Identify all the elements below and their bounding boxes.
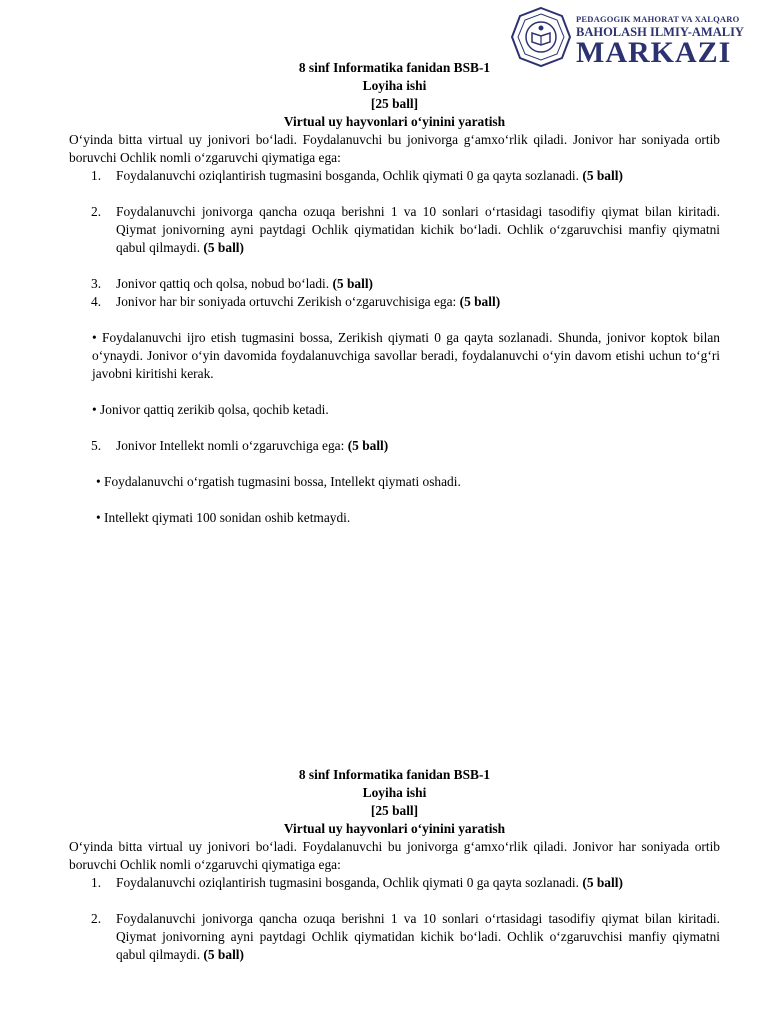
doc-heading: Virtual uy hayvonlari o‘yinini yaratish — [283, 114, 506, 129]
intro-paragraph: O‘yinda bitta virtual uy jonivori bo‘ladi. Foydalanuvchi bu jonivorga g‘amxo‘rlik qiladi. Jonivor har soniyada ortib boruvchi Ochlik nomli o‘zgaruvchi qiymatiga ega: — [69, 839, 720, 872]
logo-line-1: PEDAGOGIK MAHORAT VA XALQARO — [576, 14, 740, 24]
bullet-item: • Foydalanuvchi ijro etish tugmasini bossa, Zerikish qiymati 0 ga qayta sozlanadi. Shunda, jonivor koptok bilan o‘ynaydi. Jonivor o‘yin davomida foydalanuvchiga savollar beradi, foydalanuvchi o‘yin davom etishi uchun to‘g‘ri javobni kiritishi kerak. — [92, 330, 720, 381]
bullet-item: • Jonivor qattiq zerikib qolsa, qochib ketadi. — [92, 402, 329, 417]
bullet-item: • Intellekt qiymati 100 sonidan oshib ketmaydi. — [96, 510, 351, 525]
bullet-item: • Foydalanuvchi o‘rgatish tugmasini bossa, Intellekt qiymati oshadi. — [96, 474, 461, 489]
doc-subtitle: Loyiha ishi — [362, 785, 427, 800]
list-item: 4. Jonivor har bir soniyada ortuvchi Zerikish o‘zgaruvchisiga ega: (5 ball) — [91, 294, 501, 309]
doc-heading: Virtual uy hayvonlari o‘yinini yaratish — [283, 821, 506, 836]
list-item: 3. Jonivor qattiq och qolsa, nobud bo‘ladi. (5 ball) — [91, 276, 374, 291]
list-item: 1. Foydalanuvchi oziqlantirish tugmasini bosganda, Ochlik qiymati 0 ga qayta sozlanadi. (5 ball) — [91, 168, 623, 183]
list-item: 2. Foydalanuvchi jonivorga qancha ozuqa berishni 1 va 10 sonlari o‘rtasidagi tasodifiy qiymat bilan kiritadi. Qiymat jonivorning ayni paytdagi Ochlik qiymatidan kichik bo‘ladi. Ochlik o‘zgaruvchisi manfiy qiymatni qabul qilmaydi. (5 ball) — [91, 911, 720, 962]
doc-title: 8 sinf Informatika fanidan BSB-1 — [298, 767, 491, 782]
list-item: 2. Foydalanuvchi jonivorga qancha ozuqa berishni 1 va 10 sonlari o‘rtasidagi tasodifiy qiymat bilan kiritadi. Qiymat jonivorning ayni paytdagi Ochlik qiymatidan kichik bo‘ladi. Ochlik o‘zgaruvchisi manfiy qiymatni qabul qilmaydi. (5 ball) — [91, 204, 720, 255]
document-page-2 — [69, 766, 720, 964]
list-item: 5. Jonivor Intellekt nomli o‘zgaruvchiga ega: (5 ball) — [91, 438, 389, 453]
logo-line-2: BAHOLASH ILMIY-AMALIY — [576, 25, 744, 39]
doc-score: [25 ball] — [370, 96, 419, 111]
doc-subtitle: Loyiha ishi — [362, 78, 427, 93]
list-item: 1. Foydalanuvchi oziqlantirish tugmasini bosganda, Ochlik qiymati 0 ga qayta sozlanadi. (5 ball) — [91, 875, 623, 890]
logo-line-3: MARKAZI — [576, 36, 732, 68]
doc-score: [25 ball] — [370, 803, 419, 818]
doc-title: 8 sinf Informatika fanidan BSB-1 — [298, 60, 491, 75]
intro-paragraph: O‘yinda bitta virtual uy jonivori bo‘ladi. Foydalanuvchi bu jonivorga g‘amxo‘rlik qiladi. Jonivor har soniyada ortib boruvchi Ochlik nomli o‘zgaruvchi qiymatiga ega: — [69, 132, 720, 165]
document-page-1 — [69, 59, 720, 527]
